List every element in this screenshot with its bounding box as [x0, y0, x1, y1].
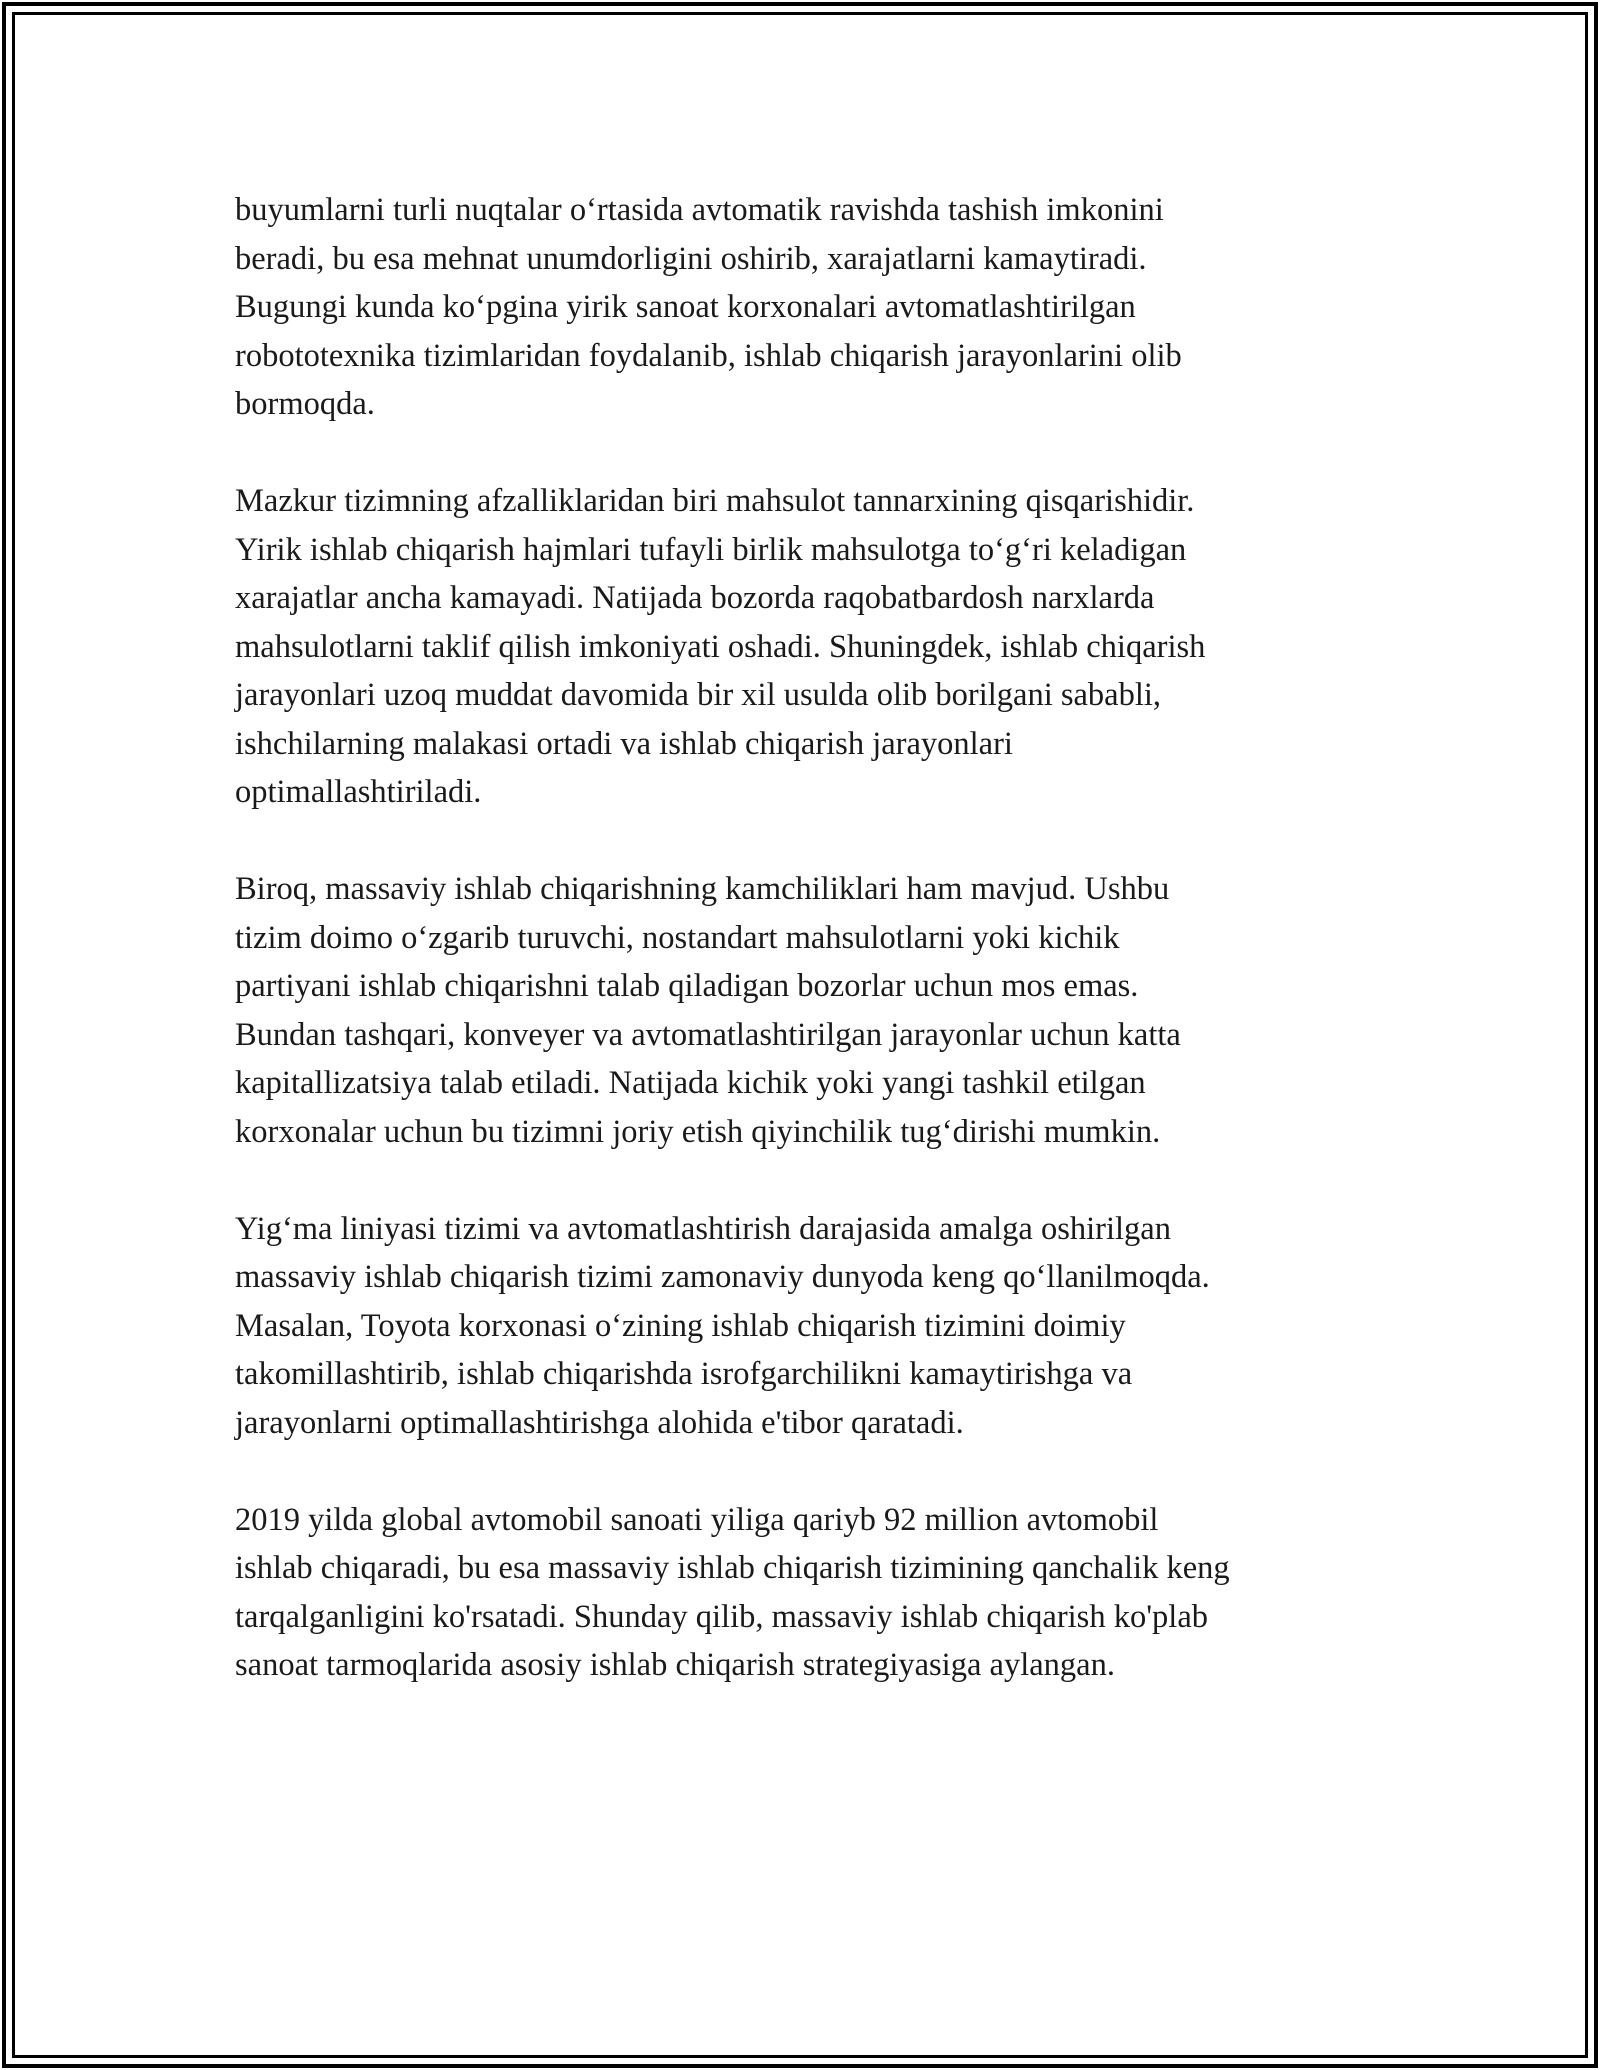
paragraph-2: Mazkur tizimning afzalliklaridan biri mahsulot tannarxining qisqarishidir. Yirik ishlab chiqarish hajmlari tufayli birlik mahsulotga to‘g‘ri keladigan xarajatlar ancha kamayadi. Natijada bozorda raqobatbardosh narxlarda mahsulotlarni taklif qilish imkoniyati oshadi. Shuningdek, ishlab chiqarish jarayonlari uzoq muddat davomida bir xil usulda olib borilgani sababli, ishchilarning malakasi ortadi va ishlab chiqarish jarayonlari optimallashtiriladi.	[235, 483, 1206, 810]
document-body	[235, 186, 1395, 1690]
paragraph-1: buyumlarni turli nuqtalar o‘rtasida avtomatik ravishda tashish imkonini beradi, bu esa mehnat unumdorligini oshirib, xarajatlarni kamaytiradi. Bugungi kunda ko‘pgina yirik sanoat korxonalari avtomatlashtirilgan robototexnika tizimlaridan foydalanib, ishlab chiqarish jarayonlarini olib bormoqda.	[235, 192, 1182, 422]
paragraph-3: Biroq, massaviy ishlab chiqarishning kamchiliklari ham mavjud. Ushbu tizim doimo o‘zgarib turuvchi, nostandart mahsulotlarni yoki kichik partiyani ishlab chiqarishni talab qiladigan bozorlar uchun mos emas. Bundan tashqari, konveyer va avtomatlashtirilgan jarayonlar uchun katta kapitallizatsiya talab etiladi. Natijada kichik yoki yangi tashkil etilgan korxonalar uchun bu tizimni joriy etish qiyinchilik tug‘dirishi mumkin.	[235, 871, 1181, 1150]
paragraph-4: Yig‘ma liniyasi tizimi va avtomatlashtirish darajasida amalga oshirilgan massaviy ishlab chiqarish tizimi zamonaviy dunyoda keng qo‘llanilmoqda. Masalan, Toyota korxonasi o‘zining ishlab chiqarish tizimini doimiy takomillashtirib, ishlab chiqarishda isrofgarchilikni kamaytirishga va jarayonlarni optimallashtirishga alohida e'tibor qaratadi.	[235, 1210, 1210, 1441]
paragraph-5: 2019 yilda global avtomobil sanoati yiliga qariyb 92 million avtomobil ishlab chiqaradi, bu esa massaviy ishlab chiqarish tizimining qanchalik keng tarqalganligini ko'rsatadi. Shunday qilib, massaviy ishlab chiqarish ko'plab sanoat tarmoqlarida asosiy ishlab chiqarish strategiyasiga aylangan.	[235, 1501, 1230, 1683]
